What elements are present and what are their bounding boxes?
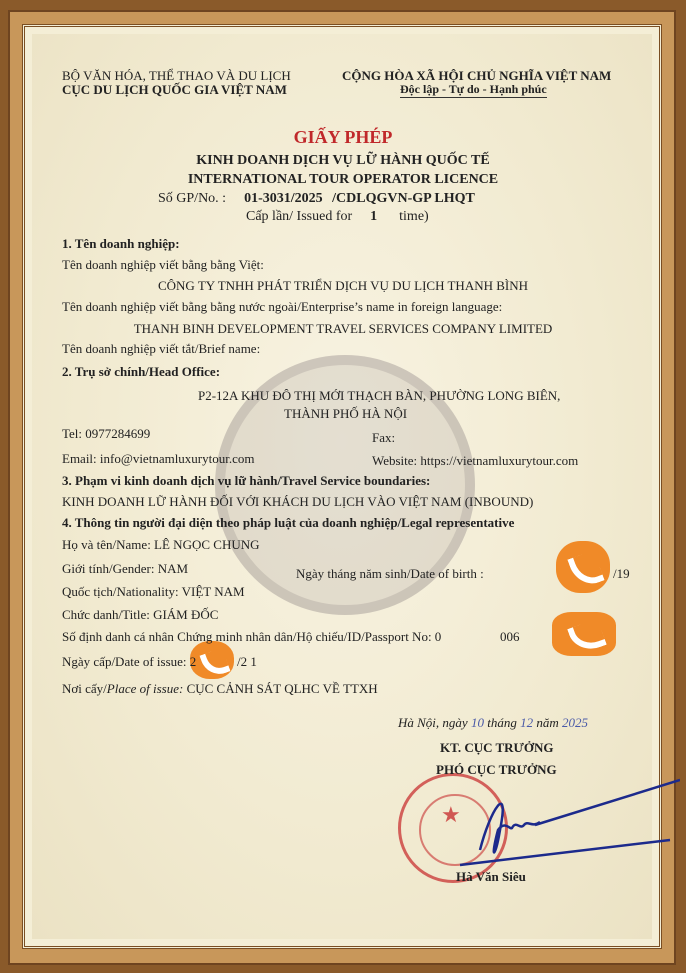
- sign-month: 12: [520, 715, 534, 730]
- title-en: INTERNATIONAL TOUR OPERATOR LICENCE: [187, 172, 499, 187]
- rep-id-label: Số định danh cá nhân Chứng minh nhân dân/Hộ chiếu/ID/Passport No: 0: [62, 629, 442, 644]
- signer-position-1: KT. CỤC TRƯỞNG: [440, 740, 554, 755]
- rep-issue-date: Ngày cấp/Date of issue: 2: [62, 654, 197, 669]
- signature: [420, 770, 680, 880]
- sign-month-label: tháng: [487, 715, 517, 730]
- licence-number: [158, 192, 475, 206]
- licence-no-value: 01-3031/2025: [244, 191, 323, 206]
- address-line-2: THÀNH PHỐ HÀ NỘI: [284, 406, 408, 421]
- issued-label: Cấp lần/ Issued for: [246, 209, 353, 224]
- agency: CỤC DU LỊCH QUỐC GIA VIỆT NAM: [62, 82, 287, 97]
- rep-place-of-issue: [62, 682, 378, 695]
- foreign-name-label: Tên doanh nghiệp viết bằng bằng nước ngoài/Enterprise’s name in foreign language:: [62, 299, 503, 314]
- document-title: GIẤY PHÉP: [293, 127, 393, 147]
- address-line-1: P2-12A KHU ĐÔ THỊ MỚI THẠCH BÀN, PHƯỜNG LONG BIÊN,: [198, 388, 561, 403]
- vn-name-label: Tên doanh nghiệp viết bằng bằng Việt:: [62, 257, 264, 272]
- republic: CỘNG HÒA XÃ HỘI CHỦ NGHĨA VIỆT NAM: [342, 68, 612, 83]
- email: Email: info@vietnamluxurytour.com: [62, 451, 255, 466]
- section-2-heading: 2. Trụ sở chính/Head Office:: [62, 364, 221, 379]
- ministry: BỘ VĂN HÓA, THỂ THAO VÀ DU LỊCH: [62, 68, 291, 83]
- redaction-mark: [552, 612, 616, 656]
- issued-times: [246, 210, 429, 224]
- rep-nationality: Quốc tịch/Nationality: VIỆT NAM: [62, 584, 245, 599]
- section-3-heading: 3. Phạm vi kinh doanh dịch vụ lữ hành/Travel Service boundaries:: [62, 473, 431, 488]
- issued-suffix: time): [399, 209, 429, 224]
- service-scope: KINH DOANH LỮ HÀNH ĐỐI VỚI KHÁCH DU LỊCH VÀO VIỆT NAM (INBOUND): [62, 494, 534, 509]
- signer-position-2: PHÓ CỤC TRƯỞNG: [436, 762, 557, 777]
- company-name-vn: CÔNG TY TNHH PHÁT TRIỂN DỊCH VỤ DU LỊCH THANH BÌNH: [157, 278, 529, 293]
- issued-value: 1: [370, 209, 378, 224]
- redaction-mark: [556, 541, 610, 593]
- rep-dob-label: Ngày tháng năm sinh/Date of birth :: [296, 566, 484, 581]
- company-name-en: THANH BINH DEVELOPMENT TRAVEL SERVICES COMPANY LIMITED: [133, 321, 553, 336]
- place-label-en: Place of issue:: [106, 681, 184, 696]
- place-label-vn: Nơi cấy/: [62, 681, 107, 696]
- licence-no-suffix: /CDLQGVN-GP LHQT: [332, 191, 475, 206]
- sign-year: 2025: [561, 715, 588, 730]
- title-vn: KINH DOANH DỊCH VỤ LỮ HÀNH QUỐC TẾ: [196, 153, 490, 168]
- section-1-heading: 1. Tên doanh nghiệp:: [62, 236, 180, 251]
- fax: Fax:: [372, 430, 396, 445]
- sign-place: Hà Nội, ngày: [398, 715, 468, 730]
- section-4-heading: 4. Thông tin người đại diện theo pháp luật của doanh nghiệp/Legal representative: [62, 515, 515, 530]
- sign-date: [398, 716, 588, 729]
- rep-dob-partial: /19: [613, 566, 630, 581]
- rep-issue-partial: /2 1: [237, 654, 257, 669]
- place-value: CỤC CẢNH SÁT QLHC VỀ TTXH: [186, 681, 378, 696]
- rep-gender: Giới tính/Gender: NAM: [62, 561, 189, 576]
- rep-title: Chức danh/Title: GIÁM ĐỐC: [62, 607, 219, 622]
- sign-year-label: năm: [536, 715, 559, 730]
- redaction-mark: [190, 641, 234, 679]
- sign-day: 10: [470, 715, 484, 730]
- rep-name: Họ và tên/Name: LÊ NGỌC CHUNG: [62, 537, 260, 552]
- website: Website: https://vietnamluxurytour.com: [372, 453, 579, 468]
- signer-name: Hà Văn Siêu: [456, 869, 526, 884]
- motto: Độc lập - Tự do - Hạnh phúc: [400, 82, 547, 96]
- licence-no-label: Số GP/No. :: [158, 191, 227, 206]
- rep-id-partial: 006: [500, 629, 520, 644]
- telephone: Tel: 0977284699: [62, 426, 151, 441]
- brief-name-label: Tên doanh nghiệp viết tắt/Brief name:: [62, 341, 261, 356]
